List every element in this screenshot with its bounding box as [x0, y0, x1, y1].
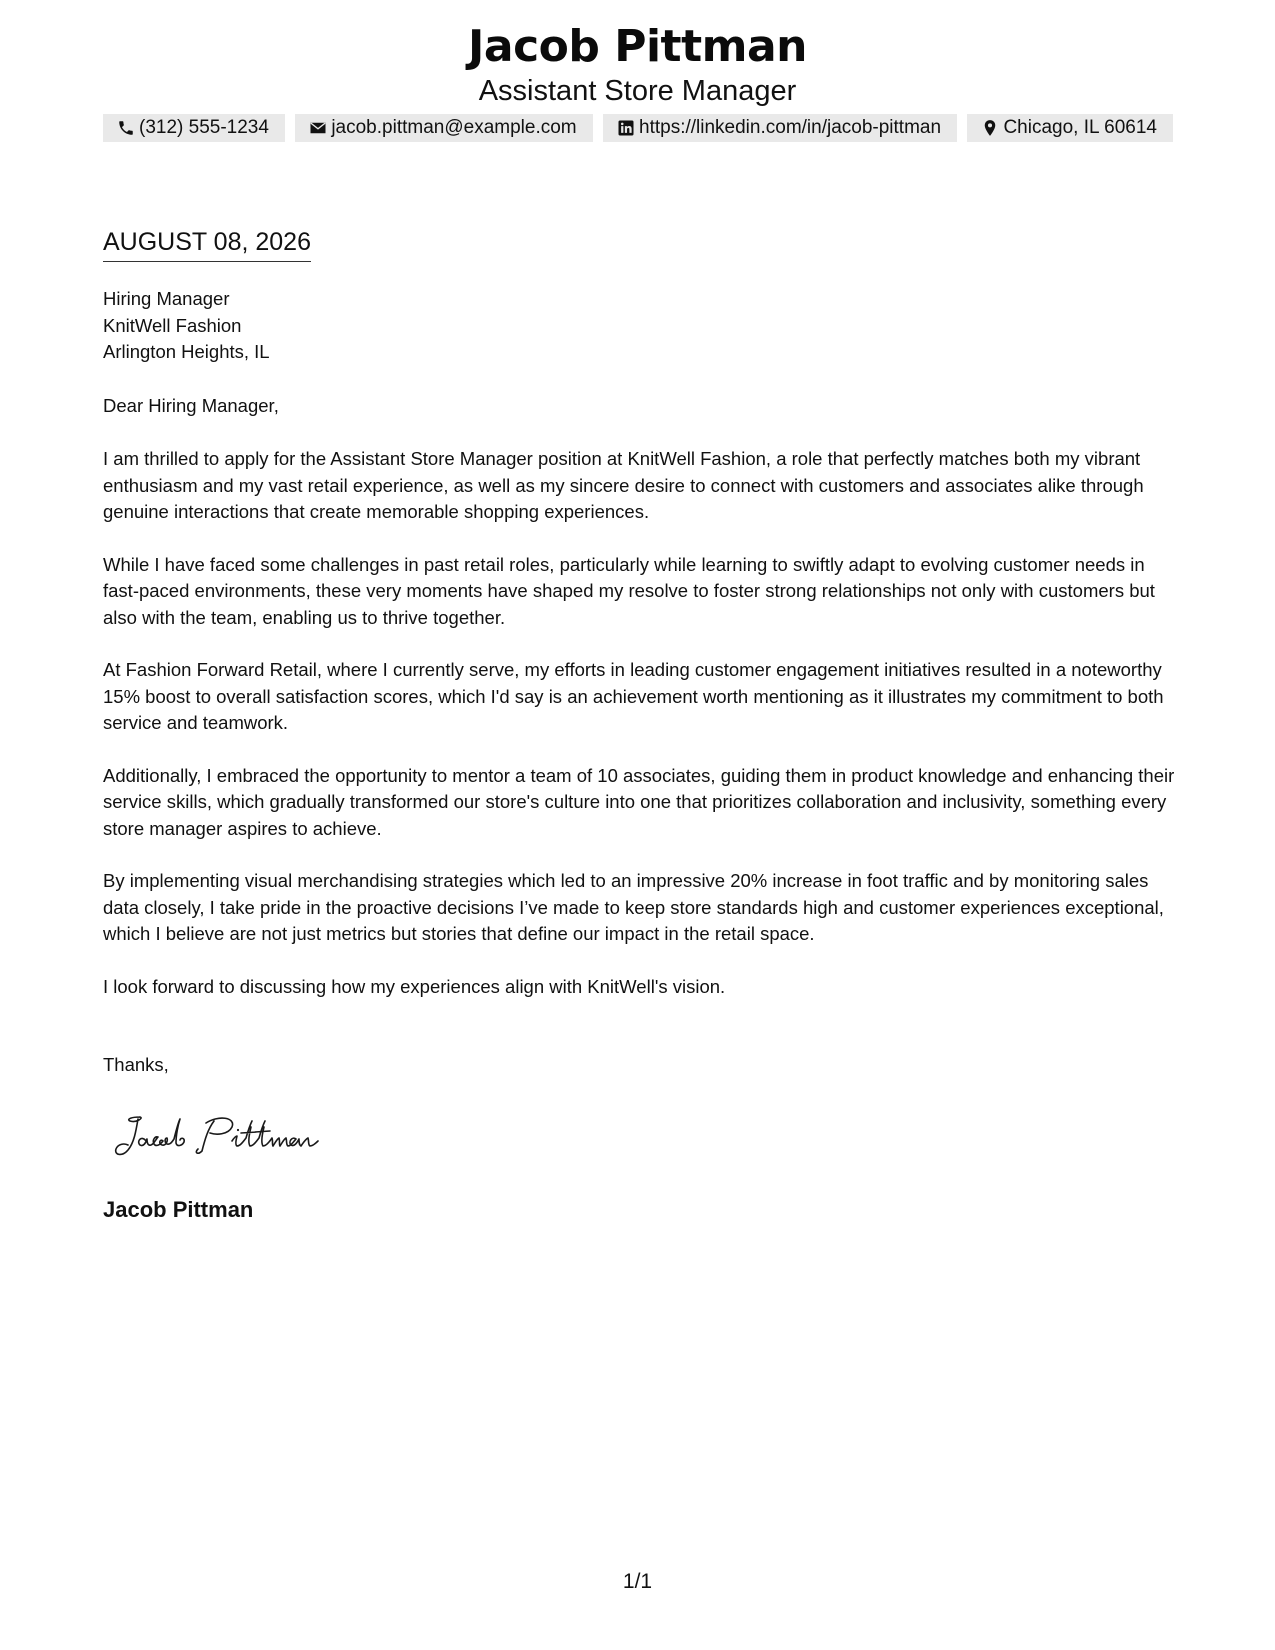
linkedin-icon [617, 119, 635, 137]
salutation: Dear Hiring Manager, [103, 395, 279, 416]
email-text[interactable]: jacob.pittman@example.com [331, 117, 577, 138]
letter-header [0, 18, 1275, 108]
signer-name: Jacob Pittman [103, 1197, 254, 1222]
contact-linkedin [603, 114, 957, 142]
applicant-name: Jacob Pittman [468, 21, 807, 72]
recipient-line: Arlington Heights, IL [103, 341, 270, 362]
body-paragraph: At Fashion Forward Retail, where I currently serve, my efforts in leading customer engagement initiatives resulted in a noteworthy 15% boost to overall satisfaction scores, which I'd say is an achievement worth mentioning as it illustrates my commitment to both service and teamwork. [103, 659, 1164, 733]
job-title: Assistant Store Manager [478, 75, 797, 107]
letter-body [103, 446, 1175, 1026]
body-paragraph: I look forward to discussing how my experiences align with KnitWell's vision. [103, 975, 726, 997]
letter-date: AUGUST 08, 2026 [103, 226, 311, 262]
page-number: 1/1 [622, 1570, 653, 1593]
contact-phone [103, 114, 285, 142]
phone-text: (312) 555-1234 [139, 117, 269, 138]
contact-bar [103, 114, 1173, 142]
body-paragraph: By implementing visual merchandising strategies which led to an impressive 20% increase in foot traffic and by monitoring sales data closely, I take pride in the proactive decisions I’ve made to keep store standards high and customer experiences exceptional, which I believe are not just metrics but stories that define our impact in the retail space. [103, 870, 1164, 944]
body-paragraph: While I have faced some challenges in past retail roles, particularly while learning to swiftly adapt to evolving customer needs in fast-paced environments, these very moments have shaped my resolve to foster strong relationships not only with customers but also with the team, enabling us to thrive together. [103, 553, 1155, 628]
body-paragraph: Additionally, I embraced the opportunity to mentor a team of 10 associates, guiding them in product knowledge and enhancing their service skills, which gradually transformed our store's culture into one that prioritizes collaboration and inclusivity, something every store manager aspires to achieve. [103, 764, 1175, 839]
contact-location [967, 114, 1173, 142]
location-text: Chicago, IL 60614 [1003, 117, 1157, 138]
map-marker-icon [981, 119, 999, 137]
closing: Thanks, [103, 1054, 169, 1075]
handwritten-signature [110, 1105, 360, 1165]
linkedin-text[interactable]: https://linkedin.com/in/jacob-pittman [639, 117, 942, 138]
envelope-icon [309, 119, 327, 137]
contact-email [295, 114, 592, 142]
recipient-line: Hiring Manager [103, 288, 230, 309]
phone-icon [117, 119, 135, 137]
recipient-line: KnitWell Fashion [103, 314, 242, 336]
body-paragraph: I am thrilled to apply for the Assistant Store Manager position at KnitWell Fashion, a role that perfectly matches both my vibrant enthusiasm and my vast retail experience, as well as my sincere desire to connect with customers and associates alike through genuine interactions that create memorable shopping experiences. [103, 448, 1144, 522]
recipient-block [103, 286, 270, 366]
